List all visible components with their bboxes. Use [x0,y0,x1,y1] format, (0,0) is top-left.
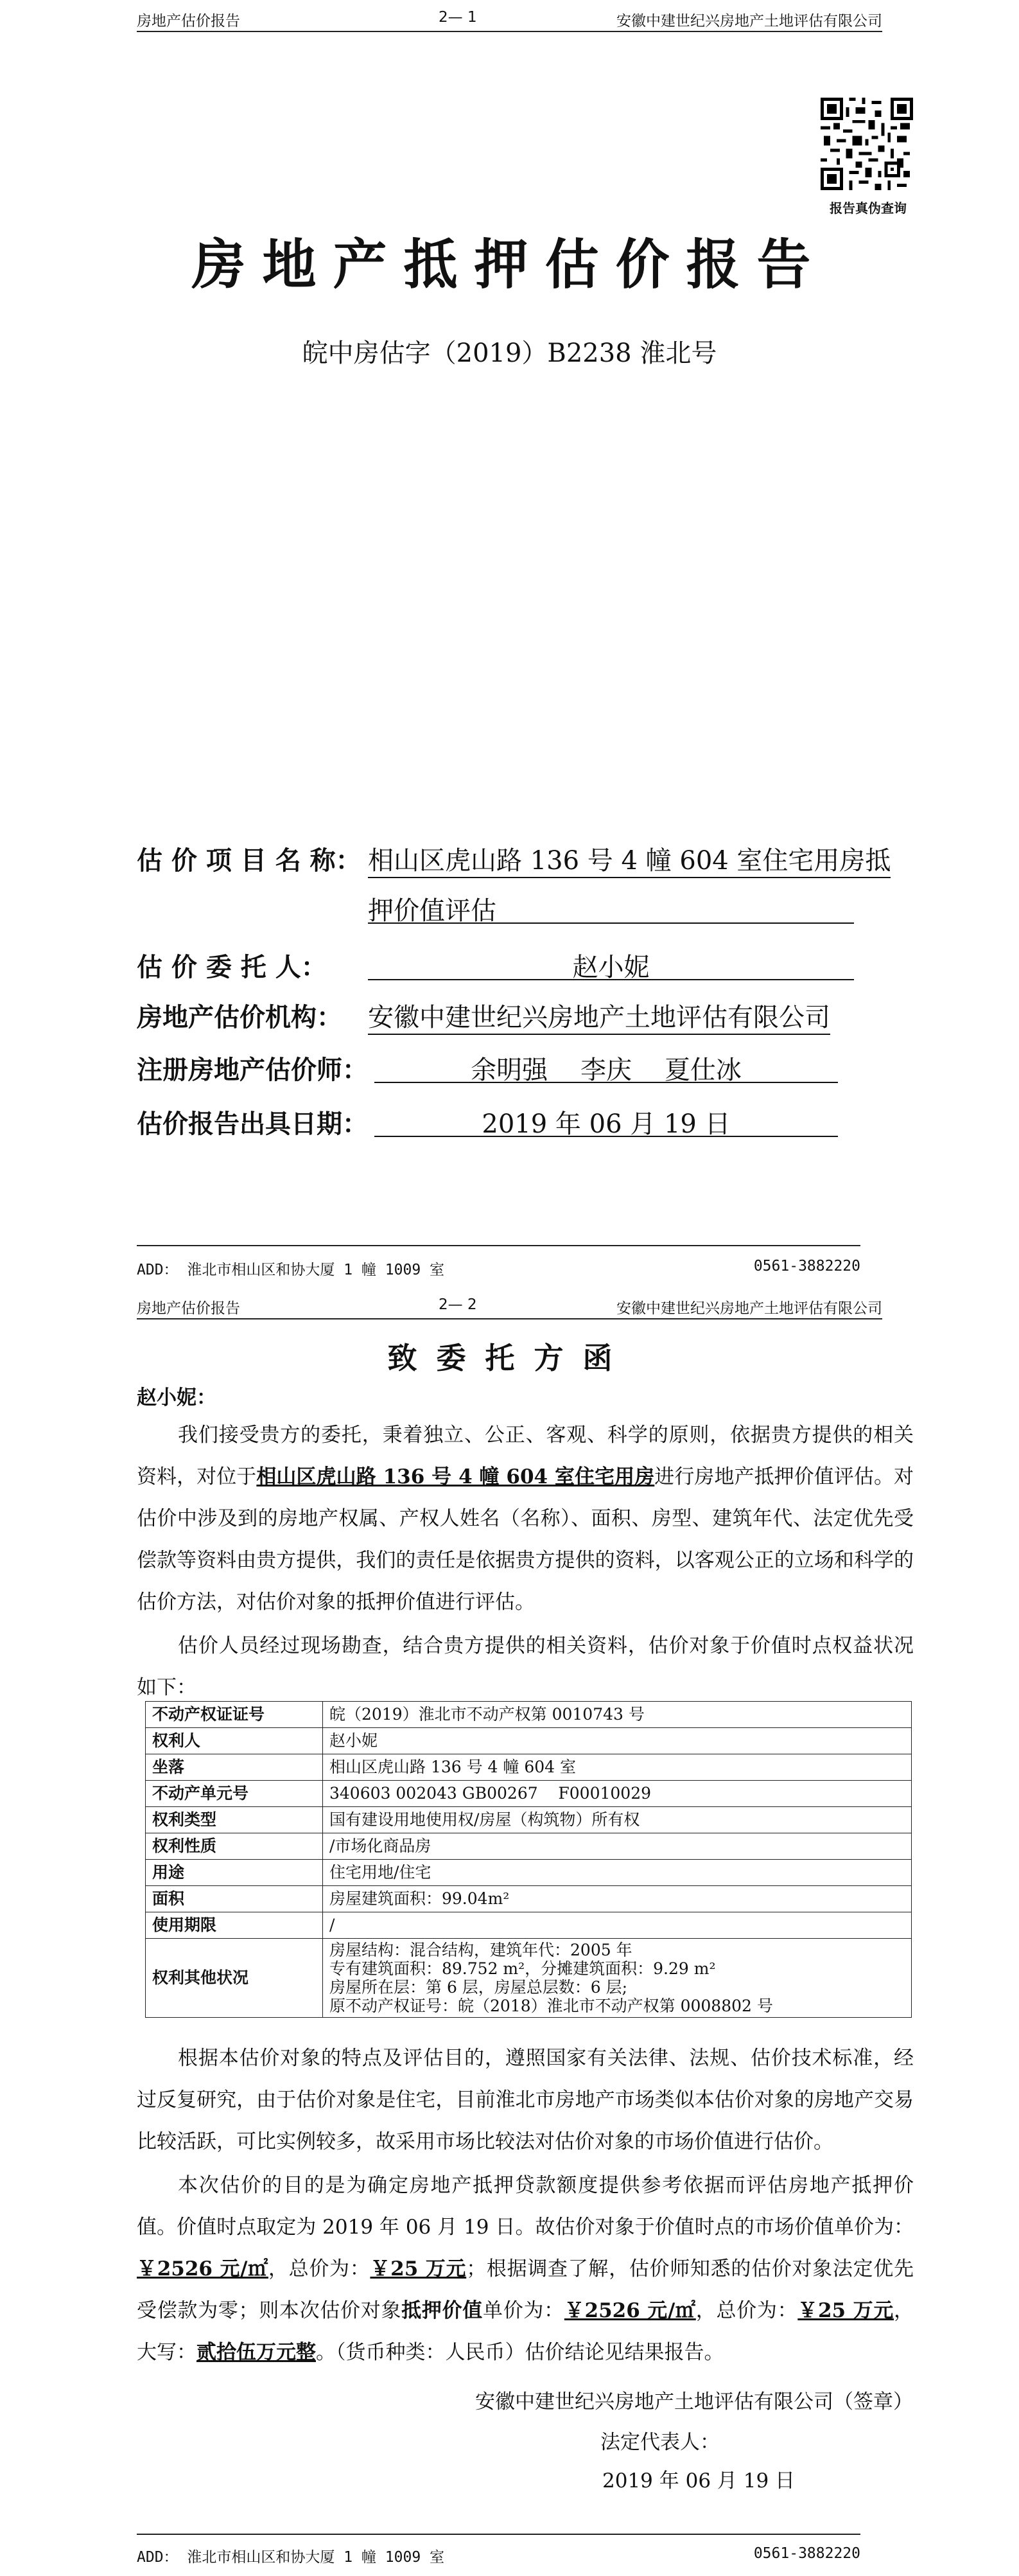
paragraph-text: 单价为： [483,2299,564,2322]
other-line: 专有建筑面积：89.752 m²，分摊建筑面积：9.29 m² [329,1959,716,1978]
header-right: 安徽中建世纪兴房地产土地评估有限公司 [616,1300,882,1317]
page-header [137,5,882,32]
table-row [146,1781,912,1807]
mortgage-total-price: ￥25 万元 [797,2299,894,2322]
project-name-line1: 相山区虎山路 136 号 4 幢 604 室住宅用房抵 [368,840,891,878]
paragraph-2: 估价人员经过现场勘查，结合贵方提供的相关资料，估价对象于价值时点权益状况如下： [137,1634,914,1699]
table-value: 皖（2019）淮北市不动产权第 0010743 号 [323,1702,912,1728]
letter-greeting: 赵小妮： [137,1386,216,1409]
underline [374,1082,838,1083]
qr-caption: 报告真伪查询 [830,200,907,216]
table-row [146,1833,912,1860]
report-date-value: 2019 年 06 月 19 日 [482,1109,731,1139]
amount-in-words: 贰拾伍万元整 [196,2341,316,2364]
table-key: 权利性质 [146,1833,323,1860]
table-row [146,1912,912,1939]
property-address: 相山区虎山路 136 号 4 幢 604 室住宅用房 [256,1465,655,1488]
paragraph-4 [137,2165,914,2374]
other-line: 房屋结构：混合结构，建筑年代：2005 年 [329,1941,632,1959]
table-key: 权利类型 [146,1807,323,1833]
project-name-label: 估 价 项 目 名 称： [137,845,361,876]
footer-rule [137,2534,860,2535]
paragraph-text: ，总价为： [695,2299,798,2322]
table-value [323,1939,912,2018]
table-value: 赵小妮 [323,1728,912,1754]
other-line: 原不动产权证号：皖（2018）淮北市不动产权第 0008802 号 [329,1997,773,2015]
report-date-label: 估价报告出具日期： [137,1109,368,1139]
table-key: 使用期限 [146,1912,323,1939]
underline [368,979,854,980]
footer-phone: 0561-3882220 [753,2545,860,2562]
paragraph-text: 。（货币种类：人民币）估价结论见结果报告。 [316,2341,724,2364]
table-row [146,1702,912,1728]
footer-address: ADD： 淮北市相山区和协大厦 1 幢 1009 室 [137,1262,445,1278]
header-left: 房地产估价报告 [137,13,240,30]
footer-rule [137,1245,860,1246]
agency-label: 房地产估价机构： [137,1002,342,1032]
table-value: 住宅用地/住宅 [323,1860,912,1886]
footer-phone: 0561-3882220 [753,1258,860,1275]
rights-table [145,1701,912,2018]
letter-title: 致委托方函 [387,1341,632,1375]
agency-row [137,997,342,1034]
table-value: 国有建设用地使用权/房屋（构筑物）所有权 [323,1807,912,1833]
mortgage-value-term: 抵押价值 [401,2299,483,2322]
project-name-line2: 押价值评估 [368,896,496,926]
page-footer [137,1258,860,1280]
table-key: 不动产权证证号 [146,1702,323,1728]
table-key: 权利人 [146,1728,323,1754]
paragraph-3: 根据本估价对象的特点及评估目的，遵照国家有关法律、法规、估价技术标准，经过反复研究，由于估价对象是住宅，目前淮北市房地产市场类似本估价对象的房地产交易比较活跃，可比实例较多，故采用市场比较法对估价对象的市场价值进行估价。 [137,2047,914,2153]
header-page-number: 2— 2 [439,1296,477,1313]
table-row [146,1728,912,1754]
client-value: 赵小妮 [572,953,650,982]
table-key: 面积 [146,1886,323,1912]
table-value: 房屋建筑面积：99.04m² [323,1886,912,1912]
report-title: 房地产抵押估价报告 [191,233,828,296]
page-header [137,1292,882,1319]
paragraph-text: ；根据调查了解，估价师知悉的估价对象法定优先受偿款为零；则本次估价对象 [137,2257,914,2322]
table-row [146,1939,912,2018]
client-label: 估 价 委 托 人： [137,952,327,982]
agency-value: 安徽中建世纪兴房地产土地评估有限公司 [368,997,830,1035]
report-date-row [137,1104,368,1140]
paragraph-text: ，总价为： [268,2257,370,2280]
other-line: 房屋所在层：第 6 层，房屋总层数：6 层; [329,1978,628,1997]
header-page-number: 2— 1 [439,9,477,26]
signature-representative: 法定代表人： [600,2431,720,2454]
paragraph-text: ，大写： [137,2299,914,2364]
paragraph-text: 进行房地产抵押价值评估。对估价中涉及到的房地产权属、产权人姓名（名称）、面积、房型、建筑年代、法定优先受偿款等资料由贵方提供，我们的责任是依据贵方提供的资料，以客观公正的立场和科学的估价方法，对估价对象的抵押价值进行评估。 [137,1465,914,1614]
table-value: / [323,1912,912,1939]
table-row [146,1860,912,1886]
mortgage-unit-price: ￥2526 元/㎡ [564,2299,696,2322]
paragraph-text: 我们接受贵方的委托，秉着独立、公正、客观、科学的原则，依据贵方提供的相关资料，对位于 [137,1424,914,1488]
underline [368,922,854,924]
page-footer [137,2545,860,2567]
paragraph-text: 本次估价的目的是为确定房地产抵押贷款额度提供参考依据而评估房地产抵押价值。价值时点取定为 2019 年 06 月 19 日。故估价对象于价值时点的市场价值单价为： [137,2174,914,2239]
table-key: 权利其他状况 [146,1939,323,2018]
paragraph-1 [137,1415,914,1623]
table-key: 不动产单元号 [146,1781,323,1807]
table-key: 坐落 [146,1754,323,1781]
market-unit-price: ￥2526 元/㎡ [137,2257,268,2280]
table-value: /市场化商品房 [323,1833,912,1860]
table-row [146,1886,912,1912]
signature-company: 安徽中建世纪兴房地产土地评估有限公司（签章） [475,2390,913,2413]
qr-code-icon[interactable] [821,98,913,190]
footer-address: ADD： 淮北市相山区和协大厦 1 幢 1009 室 [137,2549,445,2566]
project-name-row [137,840,361,877]
table-value: 340603 002043 GB00267 F00010029 [323,1781,912,1807]
client-row [137,947,327,984]
table-value: 相山区虎山路 136 号 4 幢 604 室 [323,1754,912,1781]
header-right: 安徽中建世纪兴房地产土地评估有限公司 [616,13,882,30]
market-total-price: ￥25 万元 [370,2257,467,2280]
document-number: 皖中房估字（2019）B2238 淮北号 [302,339,717,368]
table-row [146,1754,912,1781]
appraiser-value: 余明强 李庆 夏仕冰 [471,1055,742,1085]
appraiser-label: 注册房地产估价师： [137,1055,368,1085]
table-key: 用途 [146,1860,323,1886]
table-row [146,1807,912,1833]
underline [374,1136,838,1137]
appraiser-row [137,1050,368,1086]
header-left: 房地产估价报告 [137,1300,240,1317]
signature-date: 2019 年 06 月 19 日 [602,2469,796,2492]
